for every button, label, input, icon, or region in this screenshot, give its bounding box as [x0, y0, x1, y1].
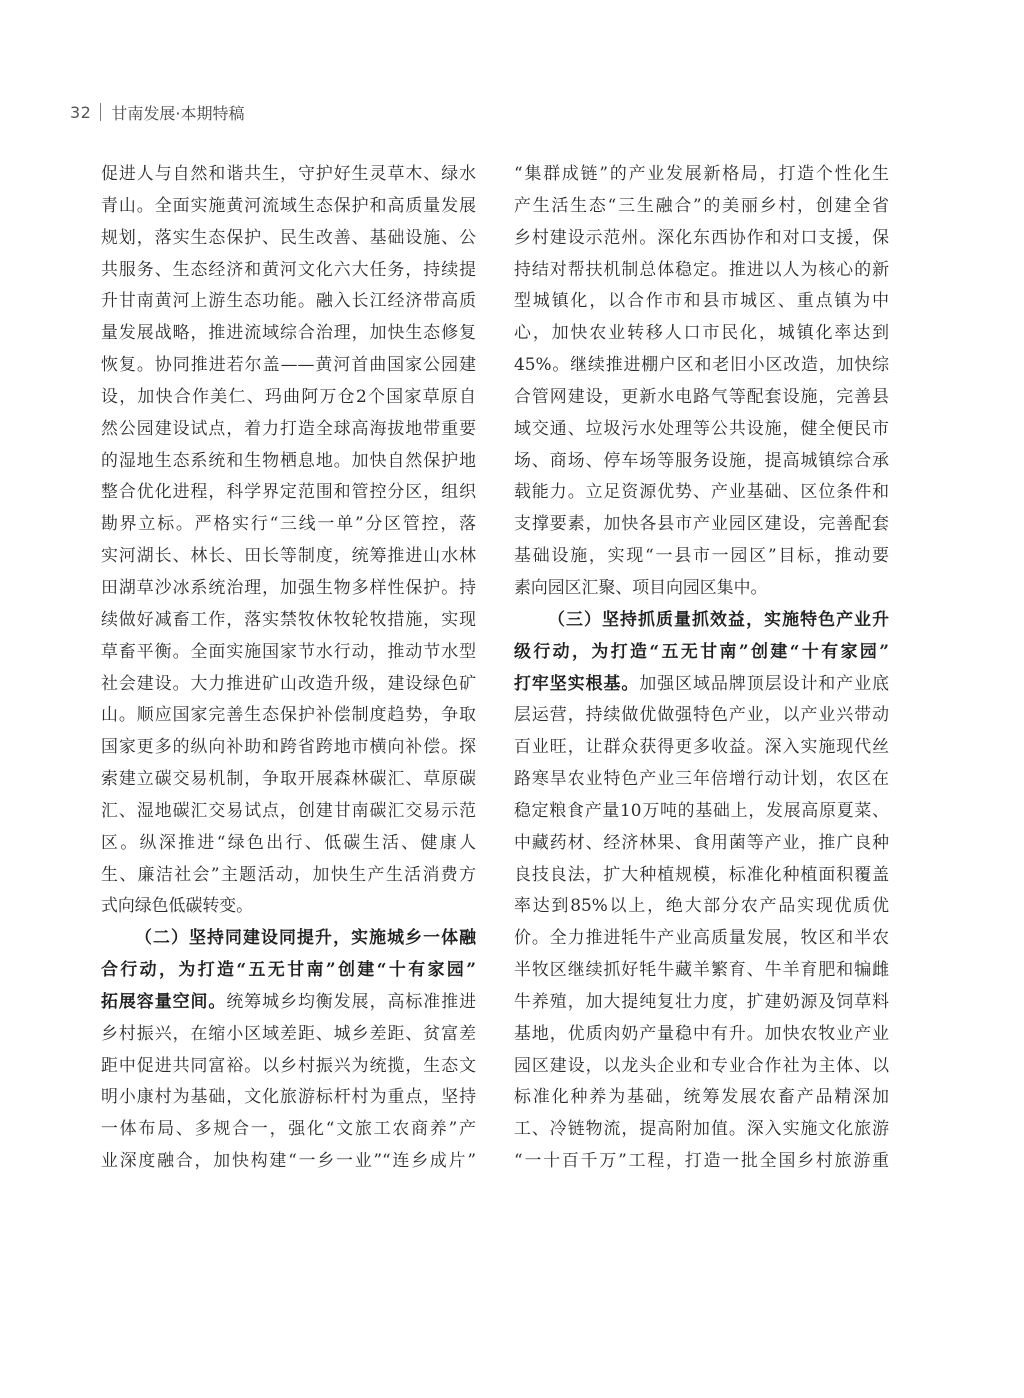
text-line — [514, 1018, 889, 1050]
body-text: 稳定粮食产量10万吨的基础上，发展高原夏菜、 — [514, 799, 889, 820]
body-text: 合管网建设，更新水电路气等配套设施，完善县 — [514, 385, 889, 406]
body-text: 国家更多的纵向补助和跨省跨地市横向补偿。探 — [101, 736, 476, 757]
body-text: 设，加快合作美仁、玛曲阿万仓2个国家草原自 — [101, 385, 476, 406]
body-text: 层运营，持续做优做强特色产业，以产业兴带动 — [514, 704, 889, 725]
text-line — [101, 572, 476, 604]
text-line — [101, 731, 476, 763]
body-text: 青山。全面实施黄河流域生态保护和高质量发展 — [101, 194, 476, 215]
body-text: “集群成链”的产业发展新格局，打造个性化生 — [514, 163, 889, 183]
bold-heading-text: 级行动，为打造“五无甘南”创建“十有家园” — [514, 640, 889, 661]
text-line — [101, 795, 476, 827]
text-line — [514, 349, 889, 381]
bold-heading-text: 合行动，为打造“五无甘南”创建“十有家园” — [101, 959, 476, 980]
text-line — [101, 222, 476, 254]
text-line — [514, 254, 889, 286]
text-line — [514, 668, 889, 700]
left-text-column — [101, 158, 476, 1177]
body-text: 心，加快农业转移人口市民化，城镇化率达到 — [514, 322, 889, 343]
body-text: 百业旺，让群众获得更多收益。深入实施现代丝 — [514, 736, 889, 757]
body-text: 路寒旱农业特色产业三年倍增行动计划，农区在 — [514, 768, 889, 789]
text-line — [514, 827, 889, 859]
text-line — [514, 954, 889, 986]
body-text: 实河湖长、林长、田长等制度，统筹推进山水林 — [101, 545, 476, 566]
text-line — [514, 922, 889, 954]
body-text: 素向园区汇聚、项目向园区集中。 — [514, 576, 768, 597]
body-text: 产生活生态“三生融合”的美丽乡村，创建全省 — [514, 194, 889, 215]
body-text: 牛养殖，加大提纯复壮力度，扩建奶源及饲草料 — [514, 990, 889, 1011]
body-text: 式向绿色低碳转变。 — [101, 895, 254, 916]
text-line — [101, 158, 476, 190]
page-number: 32 — [70, 102, 92, 122]
text-line — [514, 1113, 889, 1145]
text-line — [514, 317, 889, 349]
body-text: 规划，落实生态保护、民生改善、基础设施、公 — [101, 226, 476, 247]
text-line — [101, 763, 476, 795]
body-text: 区。纵深推进“绿色出行、低碳生活、健康人 — [101, 831, 476, 852]
body-text: 良技良法，扩大种植规模，标准化种植面积覆盖 — [514, 863, 889, 884]
body-text: 然公园建设试点，着力打造全球高海拔地带重要 — [101, 417, 476, 438]
body-text: 乡村振兴，在缩小区域差距、城乡差距、贫富差 — [101, 1022, 476, 1043]
text-line — [101, 540, 476, 572]
text-line — [101, 1113, 476, 1145]
text-line — [514, 1145, 889, 1177]
body-text: 域交通、垃圾污水处理等公共设施，健全便民市 — [514, 417, 889, 438]
section-title: 甘南发展·本期特稿 — [111, 103, 245, 123]
body-text: 加强区域品牌顶层设计和产业底 — [639, 672, 890, 693]
bold-heading-text: 打牢坚实根基。 — [514, 672, 640, 693]
text-line — [514, 859, 889, 891]
body-text: 勘界立标。严格实行“三线一单”分区管控，落 — [101, 513, 476, 534]
body-text: 园区建设，以龙头企业和专业合作社为主体、以 — [514, 1054, 889, 1075]
text-line — [514, 731, 889, 763]
text-line — [101, 381, 476, 413]
text-line — [514, 381, 889, 413]
body-text: 汇、湿地碳汇交易试点，创建甘南碳汇交易示范 — [101, 799, 476, 820]
body-text: 草畜平衡。全面实施国家节水行动，推动节水型 — [101, 640, 476, 661]
text-line — [514, 890, 889, 922]
body-text: 一体布局、多规合一，强化“文旅工农商养”产 — [101, 1118, 476, 1139]
body-text: 型城镇化，以合作市和县市城区、重点镇为中 — [514, 290, 889, 311]
text-line — [514, 699, 889, 731]
body-text: 中藏药材、经济林果、食用菌等产业，推广良种 — [514, 831, 889, 852]
body-text: 距中促进共同富裕。以乡村振兴为统揽，生态文 — [101, 1054, 476, 1075]
text-line — [101, 476, 476, 508]
text-line — [514, 1050, 889, 1082]
text-line — [101, 1145, 476, 1177]
body-text: 续做好减畜工作，落实禁牧休牧轮牧措施，实现 — [101, 608, 476, 629]
body-text: 索建立碳交易机制，争取开展森林碳汇、草原碳 — [101, 768, 476, 789]
body-text: 乡村建设示范州。深化东西协作和对口支援，保 — [514, 226, 889, 247]
text-line — [101, 954, 476, 986]
bold-heading-text: （三）坚持抓质量抓效益，实施特色产业升 — [548, 608, 889, 629]
text-line — [101, 445, 476, 477]
body-text: 生、廉洁社会”主题活动，加快生产生活消费方 — [101, 863, 476, 884]
text-line — [514, 445, 889, 477]
body-text: 场、商场、停车场等服务设施，提高城镇综合承 — [514, 449, 889, 470]
text-line — [101, 1018, 476, 1050]
text-line — [101, 1050, 476, 1082]
body-text: 恢复。协同推进若尔盖——黄河首曲国家公园建 — [101, 354, 476, 375]
body-text: 标准化种养为基础，统筹发展农畜产品精深加 — [514, 1086, 889, 1107]
body-text: 半牧区继续抓好牦牛藏羊繁育、牛羊育肥和犏雌 — [514, 959, 889, 980]
body-text: 的湿地生态系统和生物栖息地。加快自然保护地 — [101, 449, 476, 470]
right-text-column — [514, 158, 889, 1177]
body-text: 明小康村为基础，文化旅游标杆村为重点，坚持 — [101, 1086, 476, 1107]
text-line — [101, 890, 476, 922]
text-line — [101, 604, 476, 636]
body-text: 整合优化进程，科学界定范围和管控分区，组织 — [101, 481, 476, 502]
body-text: 支撑要素，加快各县市产业园区建设，完善配套 — [514, 513, 889, 534]
body-text: 45%。继续推进棚户区和老旧小区改造，加快综 — [514, 354, 889, 375]
body-text: 田湖草沙冰系统治理，加强生物多样性保护。持 — [101, 576, 476, 597]
text-line — [514, 1081, 889, 1113]
body-text: 持结对帮扶机制总体稳定。推进以人为核心的新 — [514, 258, 889, 279]
text-line — [101, 859, 476, 891]
header-divider — [100, 103, 101, 121]
text-line — [101, 508, 476, 540]
text-line — [514, 572, 889, 604]
text-line — [101, 349, 476, 381]
running-header — [70, 100, 244, 124]
text-line — [101, 827, 476, 859]
body-text: 社会建设。大力推进矿山改造升级，建设绿色矿 — [101, 672, 476, 693]
text-line — [101, 922, 476, 954]
text-line — [514, 158, 889, 190]
text-line — [101, 699, 476, 731]
body-text: 基础设施，实现“一县市一园区”目标，推动要 — [514, 545, 889, 566]
text-line — [101, 285, 476, 317]
body-text: 山。顺应国家完善生态保护补偿制度趋势，争取 — [101, 704, 476, 725]
body-text: 共服务、生态经济和黄河文化六大任务，持续提 — [101, 258, 476, 279]
text-line — [101, 668, 476, 700]
bold-heading-text: 拓展容量空间。 — [101, 990, 227, 1011]
body-text: 量发展战略，推进流域综合治理，加快生态修复 — [101, 322, 476, 343]
body-text: 统筹城乡均衡发展，高标准推进 — [226, 990, 477, 1011]
body-text: 率达到85%以上，绝大部分农产品实现优质优 — [514, 895, 889, 916]
text-line — [514, 795, 889, 827]
body-text: 价。全力推进牦牛产业高质量发展，牧区和半农 — [514, 927, 889, 948]
text-line — [101, 1081, 476, 1113]
text-line — [514, 222, 889, 254]
text-line — [514, 636, 889, 668]
body-text: 促进人与自然和谐共生，守护好生灵草木、绿水 — [101, 163, 476, 183]
text-line — [101, 986, 476, 1018]
text-line — [514, 190, 889, 222]
body-text: “一十百千万”工程，打造一批全国乡村旅游重 — [514, 1150, 889, 1171]
body-text: 升甘南黄河上游生态功能。融入长江经济带高质 — [101, 290, 476, 311]
body-text: 基地，优质肉奶产量稳中有升。加快农牧业产业 — [514, 1022, 889, 1043]
text-line — [101, 413, 476, 445]
body-text: 工、冷链物流，提高附加值。深入实施文化旅游 — [514, 1118, 889, 1139]
text-line — [514, 508, 889, 540]
text-line — [514, 763, 889, 795]
body-text: 载能力。立足资源优势、产业基础、区位条件和 — [514, 481, 889, 502]
text-line — [101, 254, 476, 286]
text-line — [514, 413, 889, 445]
text-line — [101, 636, 476, 668]
text-line — [514, 604, 889, 636]
text-line — [101, 190, 476, 222]
text-line — [101, 317, 476, 349]
text-line — [514, 986, 889, 1018]
text-line — [514, 540, 889, 572]
text-line — [514, 285, 889, 317]
body-text: 业深度融合，加快构建“一乡一业”“连乡成片” — [101, 1150, 476, 1171]
text-line — [514, 476, 889, 508]
bold-heading-text: （二）坚持同建设同提升，实施城乡一体融 — [135, 927, 476, 948]
